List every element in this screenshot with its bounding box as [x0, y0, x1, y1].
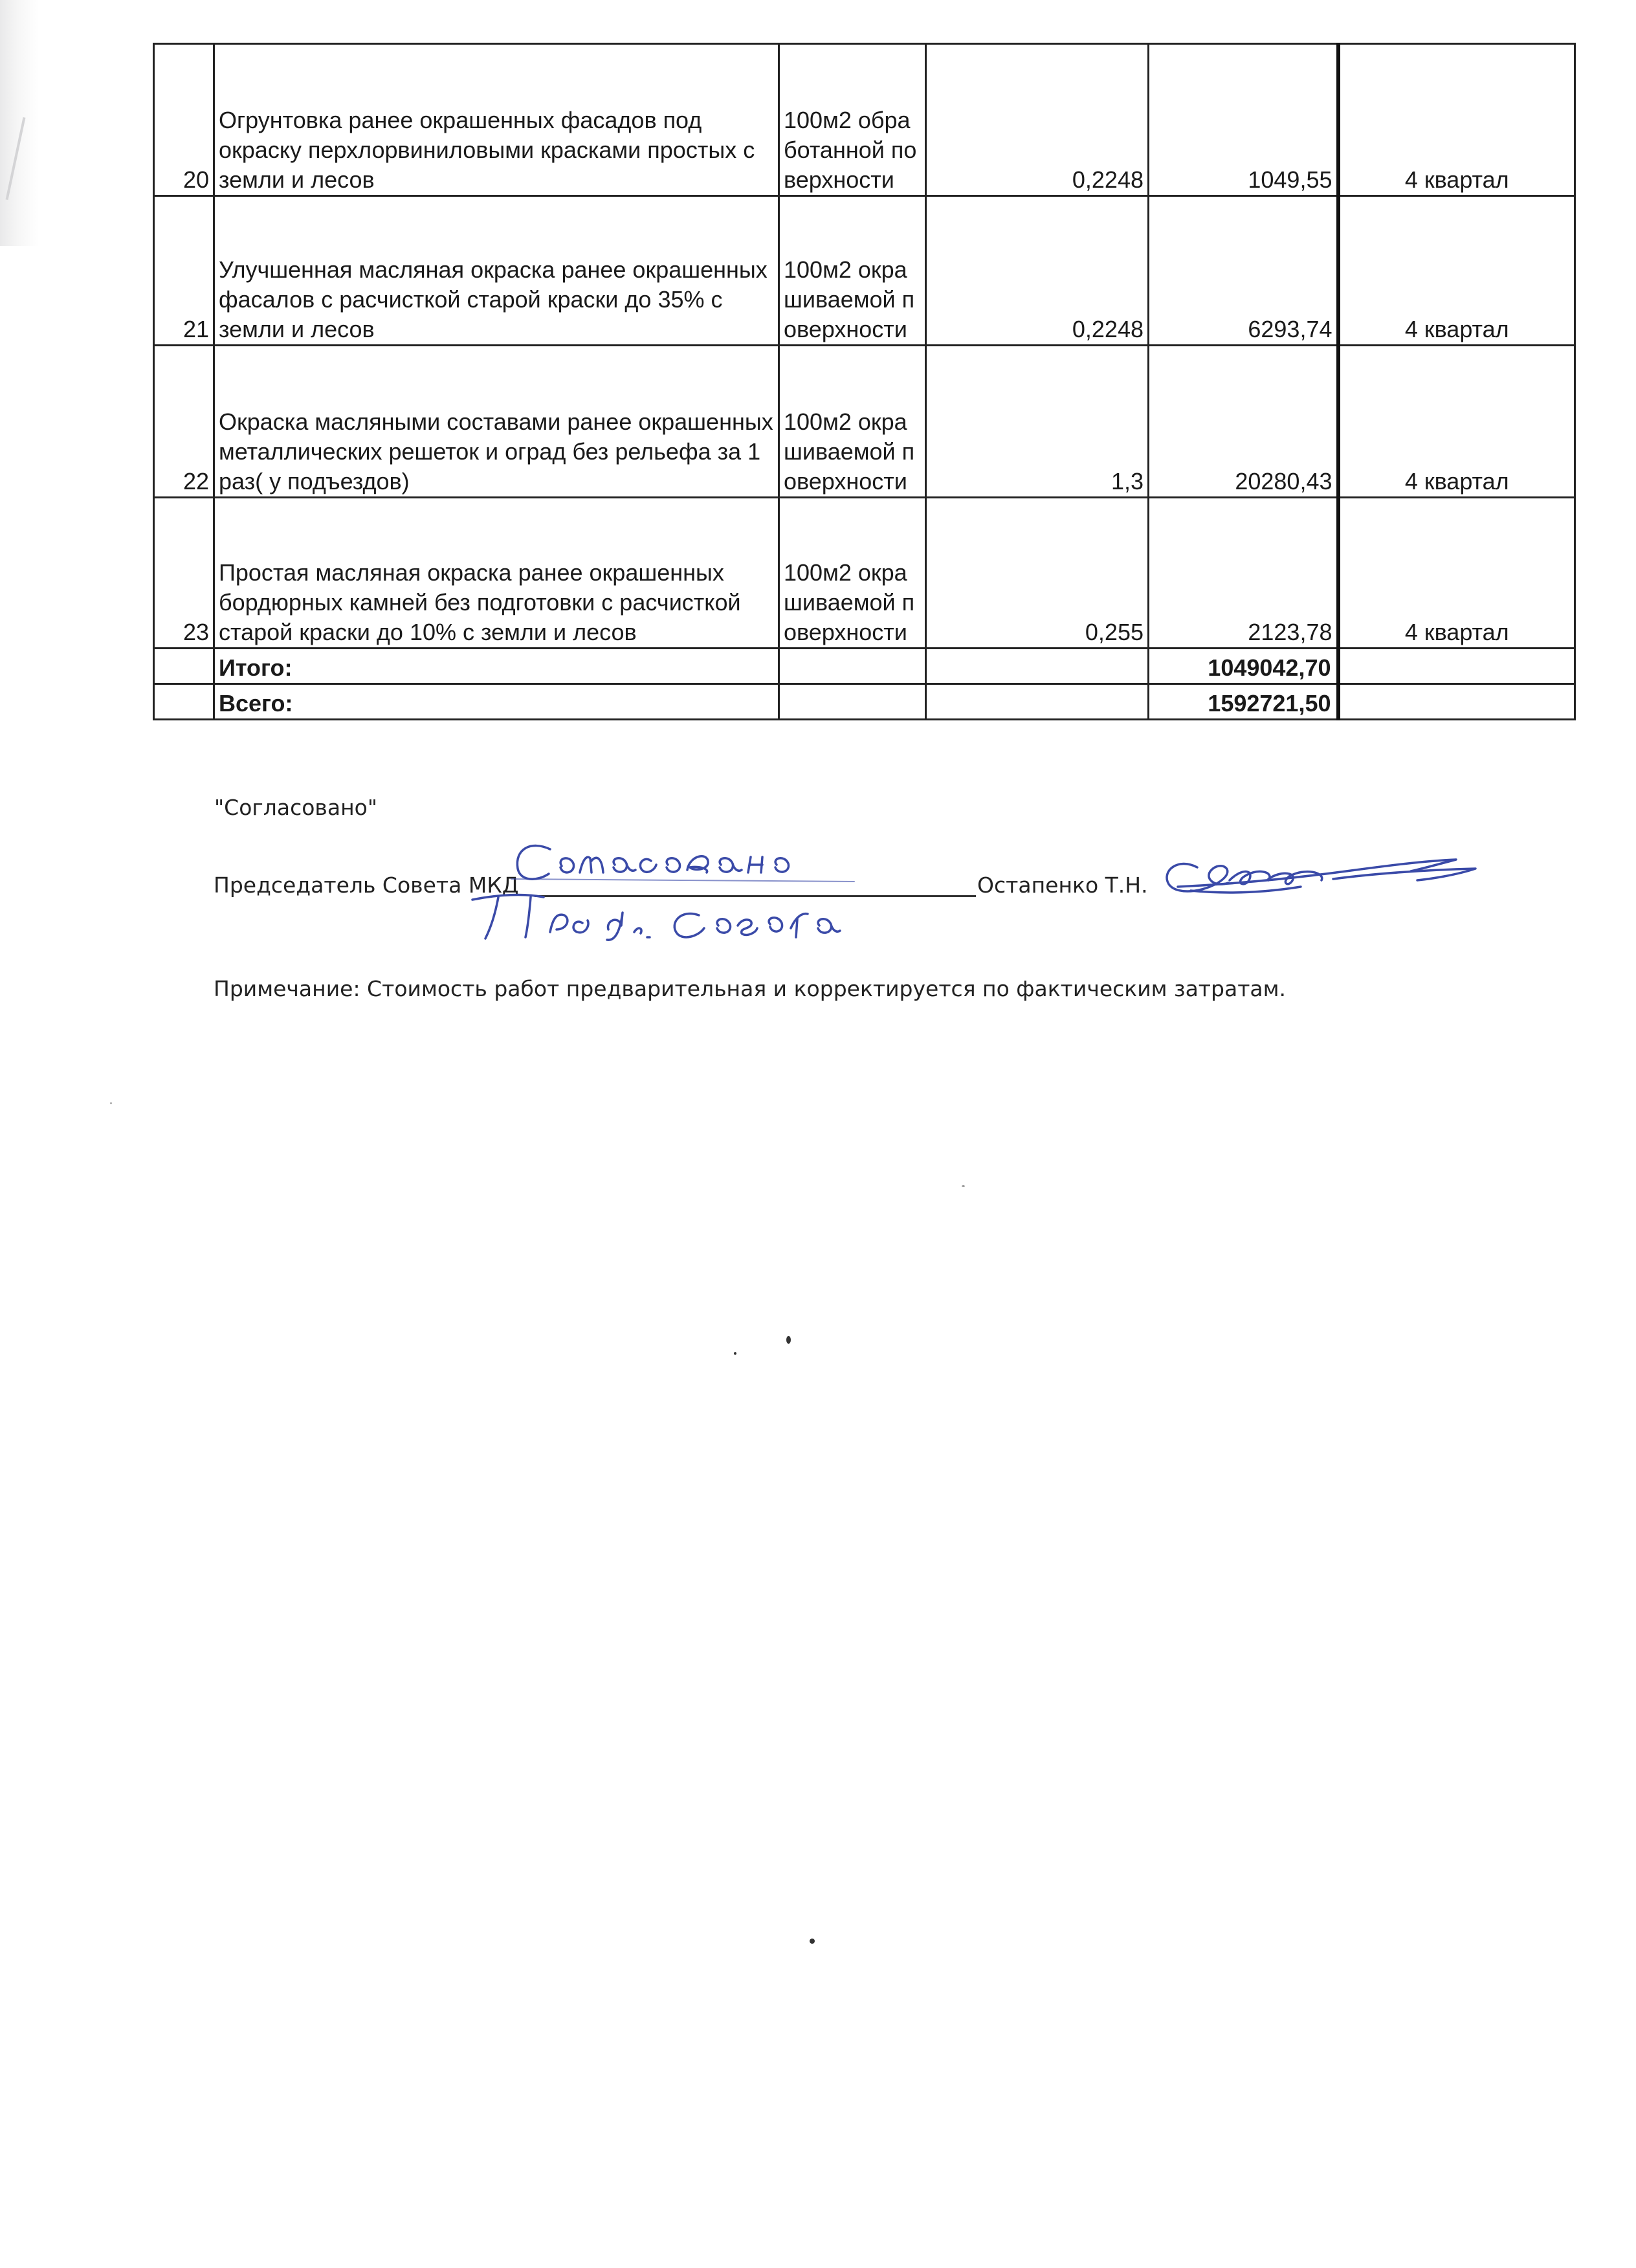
work-description: Простая масляная окраска ранее окрашенных бордюрных камней без подготовки с расчисткой старой краски до 10% с земли и лесов [214, 498, 779, 649]
work-description: Огрунтовка ранее окрашенных фасадов под окраску перхлорвиниловыми красками простых с земли и лесов [214, 44, 779, 196]
work-cost: 2123,78 [1149, 498, 1338, 649]
unit-of-measure: 100м2 окрашиваемой поверхности [779, 498, 926, 649]
table-row [154, 196, 1575, 346]
row-number: 20 [154, 44, 214, 196]
work-cost: 6293,74 [1149, 196, 1338, 346]
empty-cell [779, 649, 926, 684]
subtotal-label: Итого: [214, 649, 779, 684]
empty-cell [779, 684, 926, 720]
scan-page-edge [0, 0, 39, 246]
empty-cell [154, 649, 214, 684]
grand-total-label: Всего: [214, 684, 779, 720]
grand-total-row [154, 684, 1575, 720]
row-number: 23 [154, 498, 214, 649]
agreed-heading: "Согласовано" [214, 795, 378, 820]
works-table [153, 43, 1576, 720]
work-quantity: 1,3 [926, 346, 1149, 498]
empty-cell [926, 649, 1149, 684]
work-cost: 20280,43 [1149, 346, 1338, 498]
unit-of-measure: 100м2 обработанной поверхности [779, 44, 926, 196]
table-row [154, 44, 1575, 196]
empty-cell [1338, 684, 1575, 720]
chairman-name: Остапенко Т.Н. [977, 873, 1148, 898]
empty-cell [154, 684, 214, 720]
subtotal-row [154, 649, 1575, 684]
table-row [154, 346, 1575, 498]
work-description: Окраска масляными составами ранее окрашенных металлических решеток и оград без рельефа за 1 раз( у подъездов) [214, 346, 779, 498]
handwritten-approval [453, 835, 919, 951]
scan-speck [962, 1185, 965, 1187]
unit-of-measure: 100м2 окрашиваемой поверхности [779, 196, 926, 346]
work-cost: 1049,55 [1149, 44, 1338, 196]
grand-total-value: 1592721,50 [1149, 684, 1338, 720]
scan-speck [810, 1939, 815, 1944]
work-description: Улучшенная масляная окраска ранее окрашенных фасалов с расчисткой старой краски до 35% с земли и лесов [214, 196, 779, 346]
chairman-label: Председатель Совета МКД [214, 873, 519, 898]
scan-speck [786, 1336, 791, 1344]
scan-page-crease [6, 117, 26, 200]
work-period: 4 квартал [1338, 346, 1575, 498]
work-period: 4 квартал [1338, 498, 1575, 649]
work-period: 4 квартал [1338, 196, 1575, 346]
cost-note: Примечание: Стоимость работ предварительная и корректируется по фактическим затратам. [214, 976, 1287, 1001]
table-row [154, 498, 1575, 649]
work-quantity: 0,2248 [926, 44, 1149, 196]
work-quantity: 0,255 [926, 498, 1149, 649]
row-number: 22 [154, 346, 214, 498]
empty-cell [1338, 649, 1575, 684]
chairman-signature [1152, 841, 1488, 919]
subtotal-value: 1049042,70 [1149, 649, 1338, 684]
work-quantity: 0,2248 [926, 196, 1149, 346]
unit-of-measure: 100м2 окрашиваемой поверхности [779, 346, 926, 498]
row-number: 21 [154, 196, 214, 346]
scan-speck [110, 1102, 112, 1104]
empty-cell [926, 684, 1149, 720]
scan-speck [734, 1352, 736, 1355]
work-period: 4 квартал [1338, 44, 1575, 196]
